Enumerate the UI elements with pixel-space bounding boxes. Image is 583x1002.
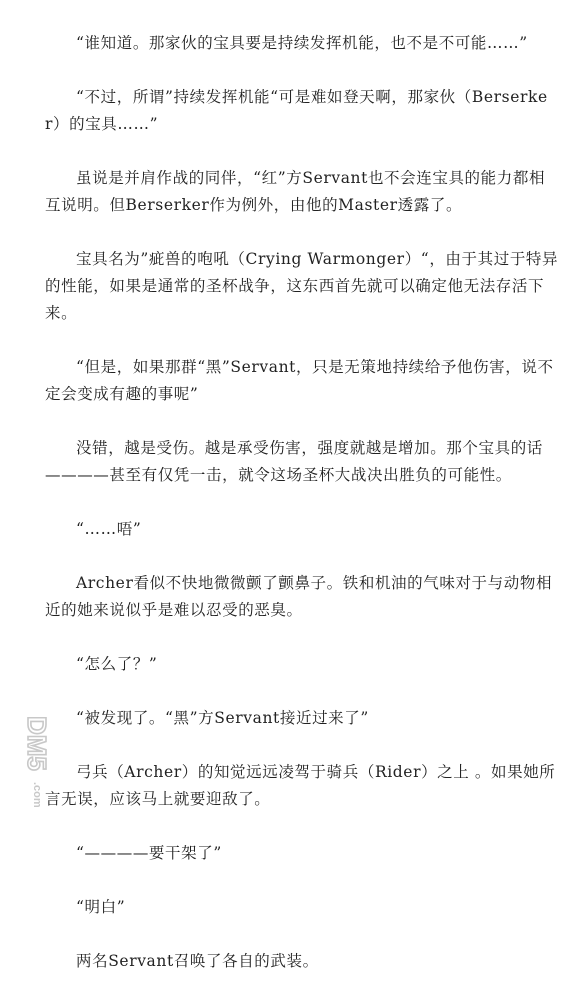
svg-text:DM5: DM5: [22, 716, 52, 771]
paragraph: 两名Servant召唤了各自的武装。: [76, 952, 319, 970]
paragraph: “被发现了。“黑”方Servant接近过来了”: [76, 709, 369, 727]
paragraph: Archer看似不快地微微颤了颤鼻子。铁和机油的气味对于与动物相近的她来说似乎是难以忍受的恶臭。: [45, 574, 553, 619]
watermark-logo: [4, 710, 52, 820]
paragraph: “谁知道。那家伙的宝具要是持续发挥机能，也不是不可能……”: [76, 34, 528, 52]
paragraph: “明白”: [76, 898, 126, 916]
dm5-logo-icon: [4, 710, 52, 820]
paragraph: “但是，如果那群“黑”Servant，只是无策地持续给予他伤害，说不定会变成有趣的事呢”: [45, 358, 554, 403]
document-body: [45, 30, 560, 1002]
paragraph: 弓兵（Archer）的知觉远远凌驾于骑兵（Rider）之上 。如果她所言无误，应该马上就要迎敌了。: [45, 763, 556, 808]
paragraph: “————要干架了”: [76, 844, 222, 862]
paragraph: “怎么了？”: [76, 655, 158, 673]
paragraph: “不过，所谓”持续发挥机能“可是难如登天啊，那家伙（Berserker）的宝具……”: [45, 88, 548, 133]
paragraph: 没错，越是受伤。越是承受伤害，强度就越是增加。那个宝具的话————甚至有仅凭一击，就令这场圣杯大战决出胜负的可能性。: [45, 439, 543, 484]
paragraph: 虽说是并肩作战的同伴，“红”方Servant也不会连宝具的能力都相互说明。但Berserker作为例外，由他的Master透露了。: [45, 169, 546, 214]
svg-text:.com: .com: [31, 782, 43, 808]
paragraph: “……唔”: [76, 520, 142, 538]
paragraph: 宝具名为”疵兽的咆吼（Crying Warmonger）“，由于其过于特异的性能，如果是通常的圣杯战争，这东西首先就可以确定他无法存活下来。: [45, 250, 559, 322]
